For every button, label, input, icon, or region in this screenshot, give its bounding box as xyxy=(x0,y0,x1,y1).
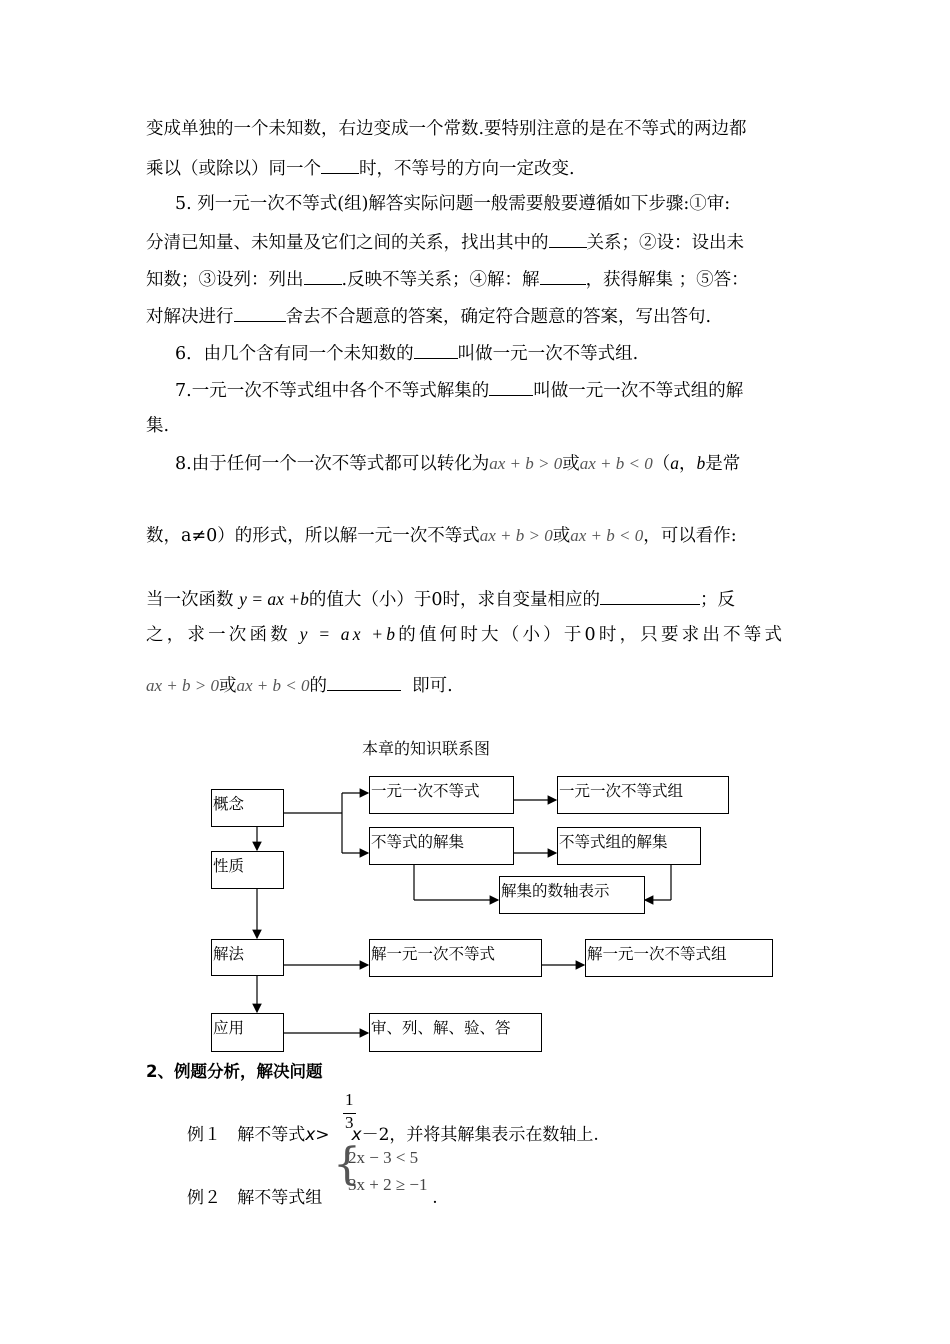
brace: { xyxy=(333,1139,361,1190)
fraction-numerator: 1 xyxy=(345,1090,354,1109)
math-expr: ax + b < 0 xyxy=(236,676,310,695)
box-solve-inequality: 解一元一次不等式 xyxy=(369,939,542,977)
math-expr: ax + b < 0 xyxy=(570,526,644,545)
math-expr: ax + b > 0 xyxy=(489,454,563,473)
text-line: 变成单独的一个未知数，右边变成一个常数.要特别注意的是在不等式的两边都 xyxy=(146,119,747,139)
section-heading: 2、例题分析，解决问题 xyxy=(146,1062,323,1081)
text-line: 对解决进行 舍去不合题意的答案，确定符合题意的答案，写出答句. xyxy=(146,303,711,329)
box-inequality: 一元一次不等式 xyxy=(369,776,514,814)
item-5-line: 5. 列一元一次不等式(组)解答实际问题一般需要般要遵循如下步骤:①审: xyxy=(175,194,731,214)
box-steps: 审、列、解、验、答 xyxy=(369,1013,542,1052)
text-line: 分清已知量、未知量及它们之间的关系，找出其中的 关系；②设：设出未 xyxy=(146,229,744,255)
example-1: 例１ 解不等式x> x－2，并将其解集表示在数轴上. xyxy=(187,1125,599,1145)
box-solve-system: 解一元一次不等式组 xyxy=(585,939,773,977)
item-6-line: 6．由几个含有同一个未知数的 叫做一元一次不等式组. xyxy=(175,340,638,366)
text-line: 集. xyxy=(146,416,170,436)
box-number-line: 解集的数轴表示 xyxy=(499,876,645,914)
box-inequality-solution: 不等式的解集 xyxy=(369,827,514,865)
box-method: 解法 xyxy=(211,939,284,976)
fraction-denominator: 3 xyxy=(345,1113,354,1132)
example-2: 例２ 解不等式组 . xyxy=(187,1188,438,1208)
math-expr: ax + b < 0 xyxy=(579,454,653,473)
text-line: 乘以（或除以）同一个 时，不等号的方向一定改变. xyxy=(146,155,575,181)
system-eq-2: 3x + 2 ≥ −1 xyxy=(348,1175,428,1194)
text-line: ax + b > 0或ax + b < 0的 即可. xyxy=(146,672,453,698)
item-7-line: 7.一元一次不等式组中各个不等式解集的 叫做一元一次不等式组的解 xyxy=(175,377,743,403)
box-application: 应用 xyxy=(211,1013,284,1052)
box-system-solution: 不等式组的解集 xyxy=(557,827,701,865)
box-property: 性质 xyxy=(211,851,284,889)
text-line: 知数；③设列：列出 .反映不等关系；④解：解 ，获得解集 ；⑤答： xyxy=(146,266,749,292)
item-8-line: 8.由于任何一个一次不等式都可以转化为ax + b > 0或ax + b < 0（a，b是常 xyxy=(175,453,741,474)
math-expr: ax + b > 0 xyxy=(479,526,553,545)
system-eq-1: 2x − 3 < 5 xyxy=(348,1148,419,1167)
box-concept: 概念 xyxy=(211,789,284,827)
diagram-title: 本章的知识联系图 xyxy=(362,739,491,758)
math-expr: ax + b > 0 xyxy=(146,676,219,695)
text-line: 数，a≠0）的形式，所以解一元一次不等式ax + b > 0或ax + b < 0，可以看作: xyxy=(146,526,737,546)
text-line: 当一次函数 y = ax +b的值大（小）于0时，求自变量相应的 ；反 xyxy=(146,586,735,612)
box-inequality-system: 一元一次不等式组 xyxy=(557,776,729,814)
text-line: 之，求一次函数 y = ax +b的值何时大（小）于0时，只要求出不等式 xyxy=(146,624,786,645)
